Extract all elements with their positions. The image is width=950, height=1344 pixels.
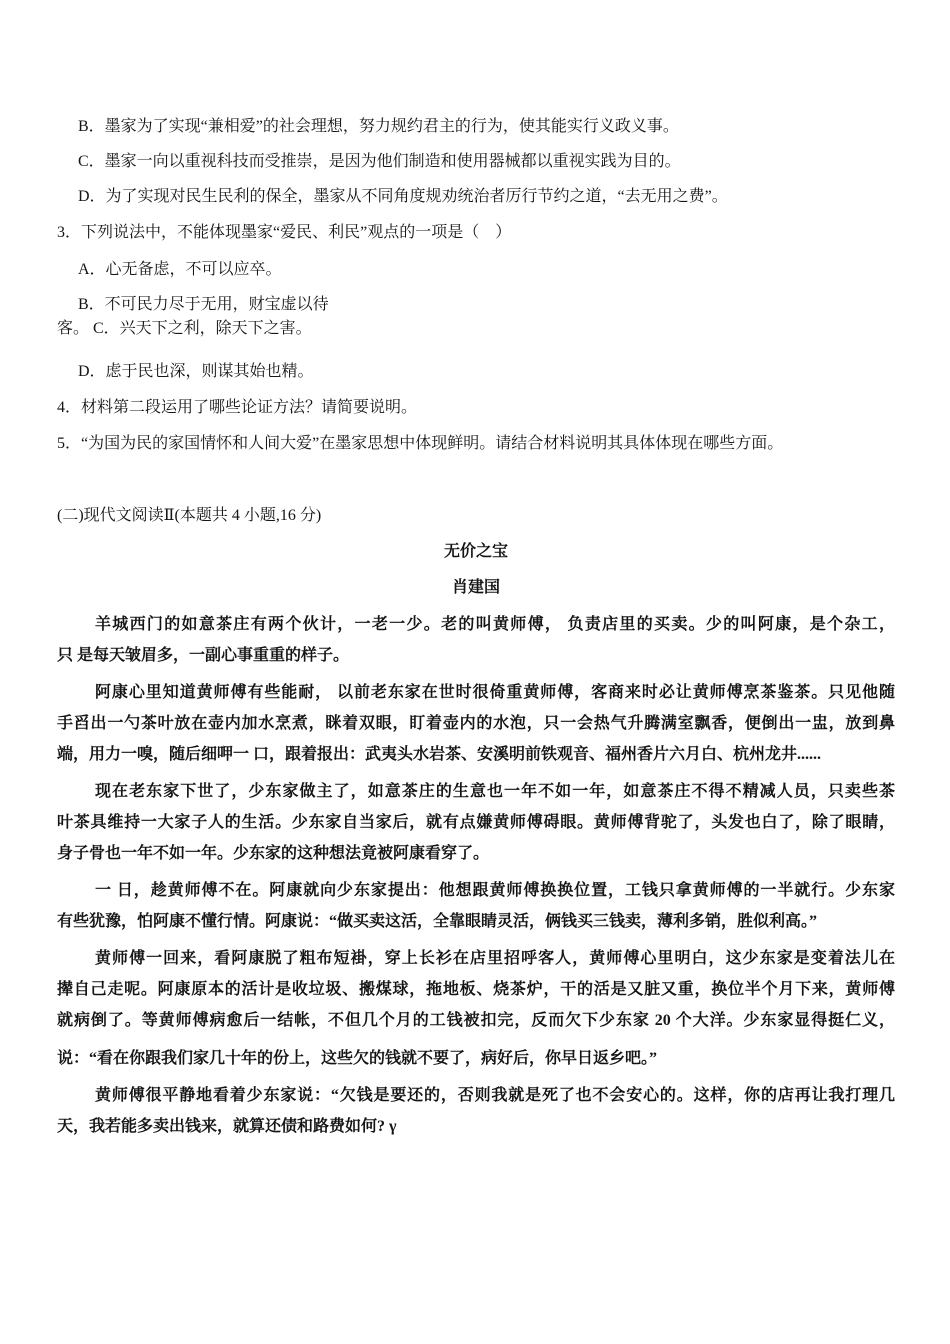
question-line: 4．材料第二段运用了哪些论证方法？请简要说明。 xyxy=(57,399,418,416)
passage-line: 端，用力一嗅，随后细呷一 口，跟着报出：武夷头水岩茶、安溪明前铁观音、福州香片六月白、杭州龙井...... xyxy=(57,746,822,763)
passage-line: 阿康心里知道黄师傅有些能耐， 以前老东家在世时很倚重黄师傅，客商来时必让黄师傅烹茶鉴茶。只见他随 xyxy=(95,684,895,701)
passage-line: 羊城西门的如意茶庄有两个伙计，一老一少。老的叫黄师傅， 负责店里的买卖。少的叫阿康，是个杂工， xyxy=(95,616,895,633)
passage-line: 一 日，趁黄师傅不在。阿康就向少东家提出：他想跟黄师傅换换位置，工钱只拿黄师傅的一半就行。少东家 xyxy=(95,882,895,899)
passage-line: 现在老东家下世了，少东家做主了，如意茶庄的生意也一年不如一年，如意茶庄不得不精减人员，只卖些茶 xyxy=(95,783,895,800)
option-line: C．墨家一向以重视科技而受推崇，是因为他们制造和使用器械都以重视实践为目的。 xyxy=(78,153,681,170)
option-line: A．心无备虑，不可以应卒。 xyxy=(78,261,282,278)
passage-line: 黄师傅一回来，看阿康脱了粗布短褂，穿上长衫在店里招呼客人，黄师傅心里明白，这少东家是变着法儿在 xyxy=(95,950,895,967)
option-line: D．为了实现对民生民利的保全，墨家从不同角度规劝统治者厉行节约之道，“去无用之费”。 xyxy=(78,188,728,205)
passage-line: 只 是每天皱眉多，一副心事重重的样子。 xyxy=(57,647,350,664)
passage-line: 黄师傅很平静地看着少东家说：“欠钱是要还的，否则我就是死了也不会安心的。这样，你的店再让我打理几 xyxy=(95,1087,895,1104)
option-line: B．不可民力尽于无用，财宝虚以待 xyxy=(78,296,329,313)
passage-line: 撵自己走呢。阿康原本的活计是收垃圾、搬煤球，拖地板、烧茶炉，干的活是又脏又重，换位半个月下来，黄师傅 xyxy=(57,981,895,998)
option-line: D．虑于民也深，则谋其始也精。 xyxy=(78,363,314,380)
passage-line: 天，我若能多卖出钱来，就算还债和路费如何? γ xyxy=(57,1118,397,1135)
passage-author: 肖建国 xyxy=(451,579,500,596)
question-line: 3．下列说法中，不能体现墨家“爱民、利民”观点的一项是（ ） xyxy=(57,224,512,241)
passage-line: 手舀出一勺茶叶放在壶内加水烹煮，眯着双眼，盯着壶内的水泡，只一会热气升腾满室飘香，便倒出一盅，放到鼻 xyxy=(57,715,895,732)
passage-line: 叶茶具维持一大家子人的生活。少东家自当家后，就有点嫌黄师傅碍眼。黄师傅背驼了，头发也白了，除了眼睛， xyxy=(57,814,895,831)
passage-line: 就病倒了。等黄师傅病愈后一结帐，不但几个月的工钱被扣完，反而欠下少东家 20 个大洋。少东家显得挺仁义， xyxy=(57,1012,895,1029)
section-heading: (二)现代文阅读Ⅱ(本题共 4 小题,16 分) xyxy=(57,507,322,524)
passage-title: 无价之宝 xyxy=(443,543,508,560)
option-continuation-line: 客。 C．兴天下之利，除天下之害。 xyxy=(57,320,312,337)
passage-line: 身子骨也一年不如一年。少东家的这种想法竟被阿康看穿了。 xyxy=(57,845,490,862)
option-line: B．墨家为了实现“兼相爱”的社会理想，努力规约君主的行为，使其能实行义政义事。 xyxy=(78,118,679,135)
question-line: 5．“为国为民的家国情怀和人间大爱”在墨家思想中体现鲜明。请结合材料说明其具体体现在哪些方面。 xyxy=(57,435,784,452)
passage-line: 说：“看在你跟我们家几十年的份上，这些欠的钱就不要了，病好后，你早日返乡吧。” xyxy=(57,1050,658,1067)
passage-line: 有些犹豫，怕阿康不懂行情。阿康说：“做买卖这活，全靠眼睛灵活，俩钱买三钱卖，薄利多销，胜似利高。” xyxy=(57,913,818,930)
